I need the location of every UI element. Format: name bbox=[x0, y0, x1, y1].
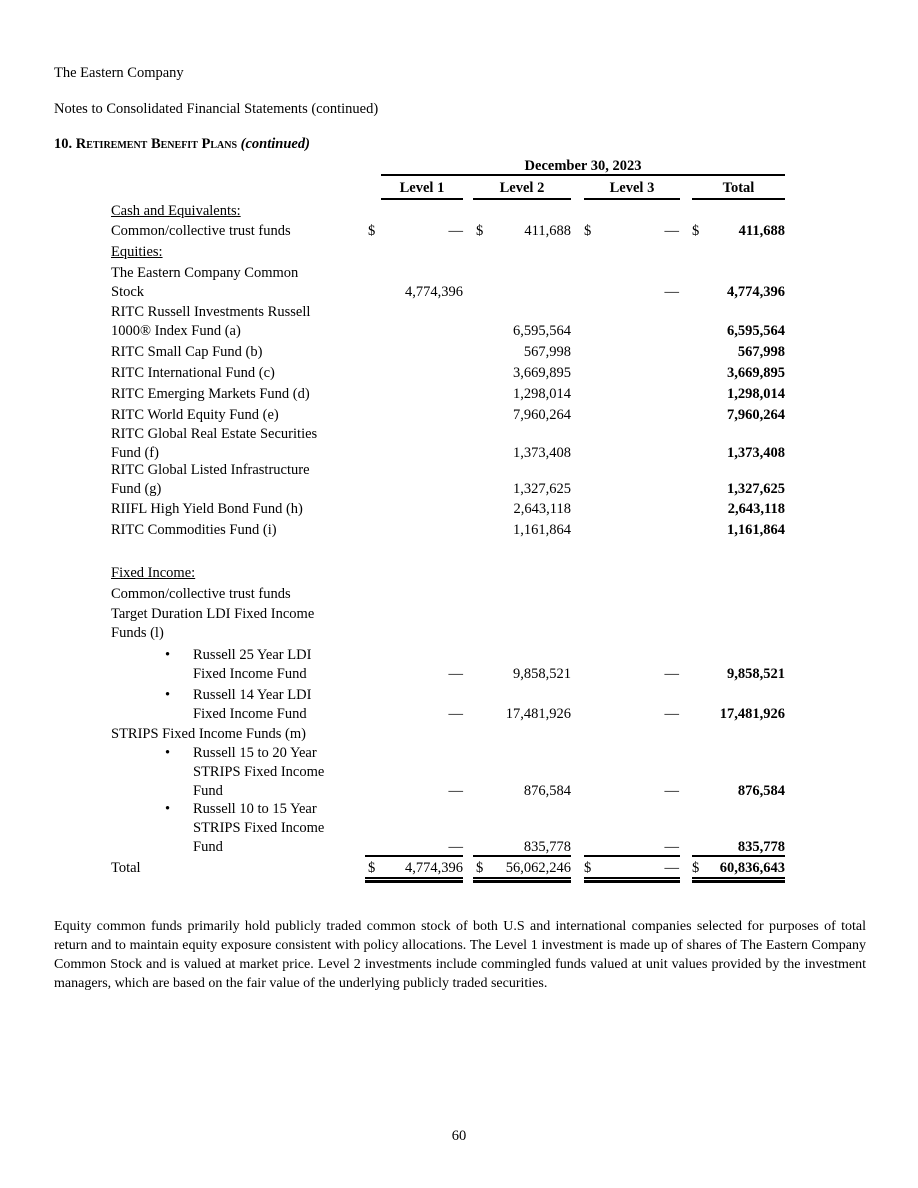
col-header-level1: Level 1 bbox=[399, 180, 445, 196]
section-title: Retirement Benefit Plans bbox=[75, 136, 238, 152]
double-total-rule bbox=[692, 877, 785, 880]
company-name: The Eastern Company bbox=[54, 65, 184, 81]
double-total-rule bbox=[584, 877, 680, 880]
cell-total: 6,595,564 bbox=[727, 323, 785, 339]
row-label: Fixed Income Fund bbox=[193, 706, 307, 722]
cell-l2: 2,643,118 bbox=[513, 501, 571, 517]
cell-total: 17,481,926 bbox=[719, 706, 785, 722]
row-label: RITC Global Real Estate Securities bbox=[111, 426, 318, 442]
cell-total: 876,584 bbox=[737, 783, 785, 799]
section-number: 10. bbox=[54, 136, 73, 152]
row-label: Target Duration LDI Fixed Income bbox=[111, 606, 315, 622]
dollar-sign: $ bbox=[368, 860, 376, 876]
subtotal-rule bbox=[584, 855, 680, 857]
category-heading: Cash and Equivalents: bbox=[111, 203, 241, 219]
dollar-sign: $ bbox=[476, 860, 484, 876]
cell-l2: 9,858,521 bbox=[513, 666, 571, 682]
cell-total: 9,858,521 bbox=[727, 666, 785, 682]
cell-l2: 1,298,014 bbox=[513, 386, 571, 402]
cell-l1: — bbox=[448, 783, 463, 799]
category-heading: Fixed Income: bbox=[111, 565, 196, 581]
cell-total: 1,298,014 bbox=[727, 386, 785, 402]
row-label: STRIPS Fixed Income Funds (m) bbox=[111, 726, 306, 742]
section-heading bbox=[54, 135, 310, 154]
dollar-sign: $ bbox=[476, 223, 484, 239]
cell-l2: 7,960,264 bbox=[513, 407, 571, 423]
bullet-icon: • bbox=[165, 801, 171, 817]
cell-total: 7,960,264 bbox=[727, 407, 785, 423]
cell-l2: 17,481,926 bbox=[505, 706, 571, 722]
row-label: Russell 25 Year LDI bbox=[193, 647, 312, 663]
period-rule bbox=[381, 174, 785, 176]
double-total-rule bbox=[365, 877, 463, 880]
cell-total: 567,998 bbox=[737, 344, 785, 360]
subtotal-rule bbox=[473, 855, 571, 857]
cell-l1: 4,774,396 bbox=[405, 860, 463, 876]
row-label: Fund bbox=[193, 839, 223, 855]
row-label: RITC Global Listed Infrastructure bbox=[111, 462, 310, 478]
cell-l3: — bbox=[664, 860, 679, 876]
document-subtitle: Notes to Consolidated Financial Statements (continued) bbox=[54, 101, 379, 117]
col-header-level2: Level 2 bbox=[499, 180, 545, 196]
cell-total: 1,161,864 bbox=[727, 522, 785, 538]
bullet-icon: • bbox=[165, 687, 171, 703]
row-label: RITC World Equity Fund (e) bbox=[111, 407, 279, 423]
cell-total: 1,327,625 bbox=[727, 481, 785, 497]
cell-total: 3,669,895 bbox=[727, 365, 785, 381]
col-header-level3: Level 3 bbox=[609, 180, 655, 196]
cell-l2: 835,778 bbox=[523, 839, 571, 855]
cell-l2: 411,688 bbox=[524, 223, 571, 239]
row-label: STRIPS Fixed Income bbox=[193, 764, 325, 780]
cell-l3: — bbox=[664, 839, 679, 855]
row-label: 1000® Index Fund (a) bbox=[111, 323, 241, 339]
row-label: STRIPS Fixed Income bbox=[193, 820, 325, 836]
row-label: Russell 10 to 15 Year bbox=[193, 801, 317, 817]
header-rule bbox=[584, 198, 680, 200]
dollar-sign: $ bbox=[584, 223, 592, 239]
header-rule bbox=[473, 198, 571, 200]
row-label: Russell 15 to 20 Year bbox=[193, 745, 317, 761]
cell-l3: — bbox=[664, 666, 679, 682]
cell-l3: — bbox=[664, 706, 679, 722]
row-label: Russell 14 Year LDI bbox=[193, 687, 312, 703]
row-label: The Eastern Company Common bbox=[111, 265, 299, 281]
col-header-total: Total bbox=[722, 180, 755, 196]
cell-l1: — bbox=[448, 839, 463, 855]
row-label: Common/collective trust funds bbox=[111, 586, 291, 602]
cell-l3: — bbox=[664, 783, 679, 799]
cell-l2: 6,595,564 bbox=[513, 323, 571, 339]
header-rule bbox=[381, 198, 463, 200]
explanatory-paragraph: Equity common funds primarily hold publicly traded common stock of both U.S and international companies selected for purposes of total return and to maintain equity exposure consistent with policy allocations. The Level 1 investment is made up of shares of The Eastern Company Common Stock and is valued at market price. Level 2 investments include commingled funds valued at unit values provided by the investment managers, which are based on the fair value of the underlying publicly traded securities. bbox=[54, 919, 866, 991]
cell-total: 411,688 bbox=[738, 223, 785, 239]
subtotal-rule bbox=[692, 855, 785, 857]
cell-l3: — bbox=[664, 223, 679, 239]
cell-total: 4,774,396 bbox=[727, 284, 785, 300]
row-label: Total bbox=[111, 860, 141, 876]
dollar-sign: $ bbox=[368, 223, 376, 239]
header-rule bbox=[692, 198, 785, 200]
cell-total: 835,778 bbox=[737, 839, 785, 855]
row-label: RITC Commodities Fund (i) bbox=[111, 522, 277, 538]
category-heading: Equities: bbox=[111, 244, 163, 260]
row-label: Fund bbox=[193, 783, 223, 799]
cell-l2: 56,062,246 bbox=[505, 860, 571, 876]
cell-l2: 1,161,864 bbox=[513, 522, 571, 538]
cell-l1: — bbox=[448, 706, 463, 722]
cell-total: 1,373,408 bbox=[727, 445, 785, 461]
cell-l2: 567,998 bbox=[523, 344, 571, 360]
dollar-sign: $ bbox=[692, 860, 700, 876]
row-label: Common/collective trust funds bbox=[111, 223, 291, 239]
row-label: Fund (f) bbox=[111, 445, 159, 461]
dollar-sign: $ bbox=[584, 860, 592, 876]
cell-l2: 1,373,408 bbox=[513, 445, 571, 461]
cell-l3: — bbox=[664, 284, 679, 300]
row-label: RITC International Fund (c) bbox=[111, 365, 275, 381]
page-number: 60 bbox=[451, 1128, 467, 1144]
bullet-icon: • bbox=[165, 745, 171, 761]
dollar-sign: $ bbox=[692, 223, 700, 239]
section-suffix: (continued) bbox=[240, 136, 310, 152]
row-label: Fixed Income Fund bbox=[193, 666, 307, 682]
bullet-icon: • bbox=[165, 647, 171, 663]
row-label: RITC Emerging Markets Fund (d) bbox=[111, 386, 310, 402]
row-label: RITC Russell Investments Russell bbox=[111, 304, 311, 320]
cell-l2: 1,327,625 bbox=[513, 481, 571, 497]
table-period: December 30, 2023 bbox=[524, 158, 642, 174]
cell-l1: — bbox=[448, 666, 463, 682]
cell-l2: 3,669,895 bbox=[513, 365, 571, 381]
row-label: RITC Small Cap Fund (b) bbox=[111, 344, 263, 360]
cell-l1: — bbox=[448, 223, 463, 239]
double-total-rule bbox=[473, 877, 571, 880]
row-label: Fund (g) bbox=[111, 481, 162, 497]
row-label: Funds (l) bbox=[111, 625, 164, 641]
cell-total: 2,643,118 bbox=[727, 501, 785, 517]
cell-l2: 876,584 bbox=[523, 783, 571, 799]
row-label: Stock bbox=[111, 284, 145, 300]
row-label: RIIFL High Yield Bond Fund (h) bbox=[111, 501, 303, 517]
subtotal-rule bbox=[365, 855, 463, 857]
cell-total: 60,836,643 bbox=[719, 860, 785, 876]
cell-l1: 4,774,396 bbox=[405, 284, 463, 300]
